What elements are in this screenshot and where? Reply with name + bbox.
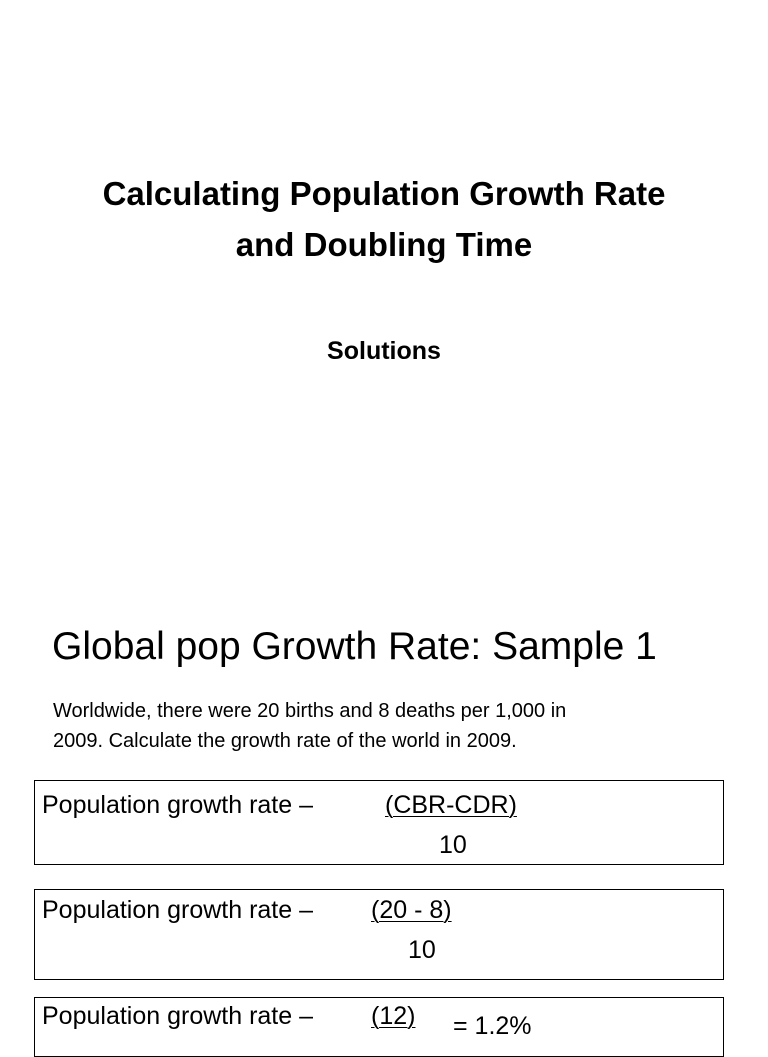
title-line-1: Calculating Population Growth Rate <box>102 175 666 212</box>
formula-numerator: (20 - 8) <box>371 896 452 924</box>
formula-box-result <box>34 997 724 1057</box>
slide-subtitle: Solutions <box>327 337 441 365</box>
formula-box-general <box>34 780 724 865</box>
formula-denominator: 10 <box>439 831 467 859</box>
formula-denominator: 10 <box>408 936 436 964</box>
sample-slide <box>0 576 768 1040</box>
formula-numerator: (CBR-CDR) <box>385 791 517 819</box>
title-line-2: and Doubling Time <box>235 226 533 263</box>
slide-title <box>20 168 748 270</box>
problem-line-2: 2009. Calculate the growth rate of the world in 2009. <box>53 730 517 752</box>
formula-label: Population growth rate – <box>42 791 314 819</box>
problem-text <box>53 696 693 756</box>
formula-box-substituted <box>34 889 724 980</box>
formula-label: Population growth rate – <box>42 896 314 924</box>
problem-line-1: Worldwide, there were 20 births and 8 deaths per 1,000 in <box>53 700 567 722</box>
formula-label: Population growth rate – <box>42 1002 314 1030</box>
formula-result: = 1.2% <box>453 1012 532 1040</box>
formula-numerator: (12) <box>371 1002 416 1030</box>
sample-title: Global pop Growth Rate: Sample 1 <box>52 625 657 668</box>
